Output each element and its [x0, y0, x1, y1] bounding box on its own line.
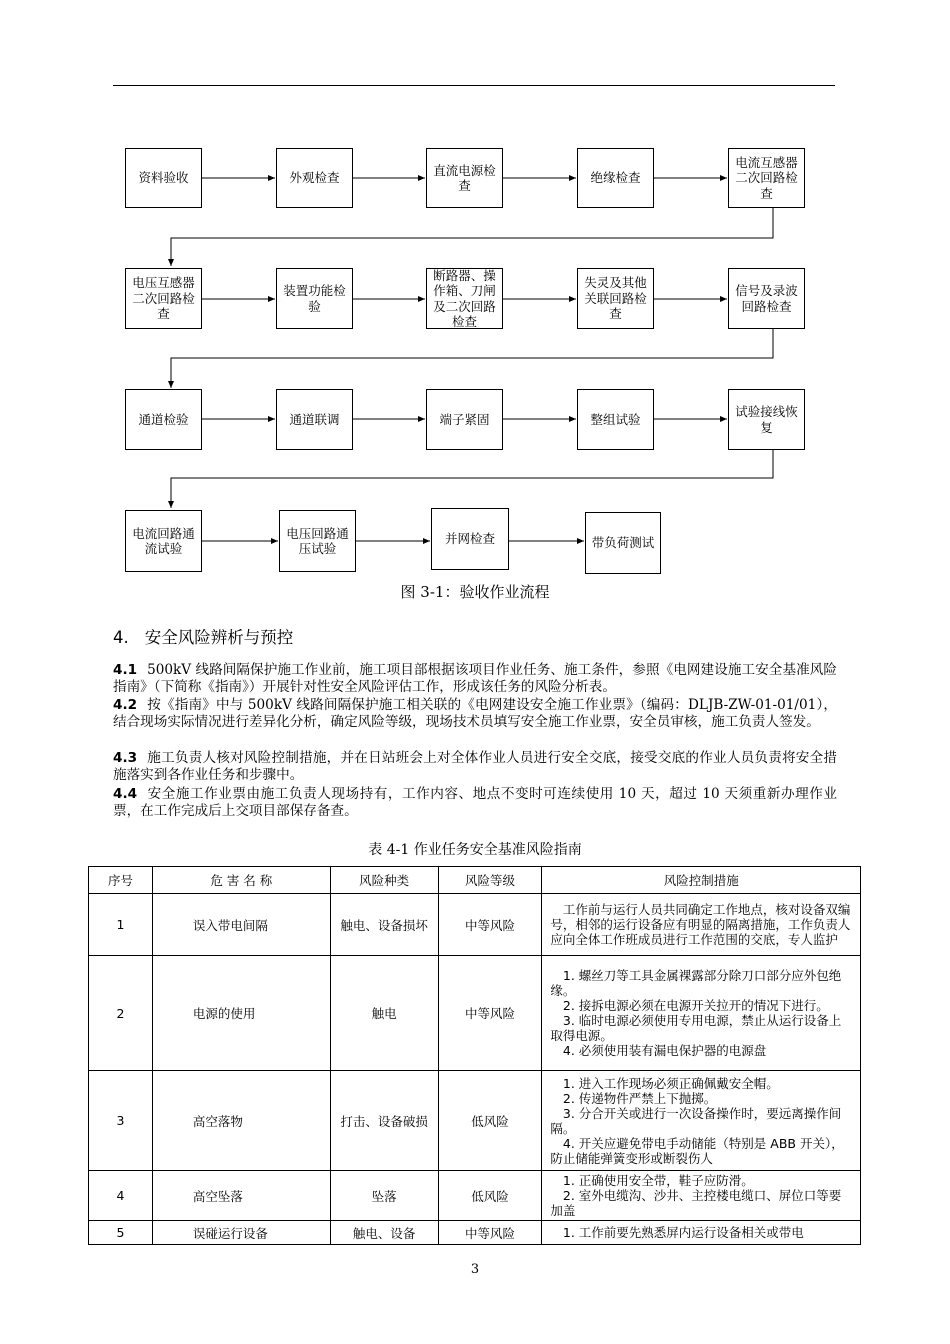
paragraph [113, 697, 837, 731]
flow-step: 电压回路通压试验 [279, 510, 356, 572]
control-measures [542, 1221, 861, 1245]
risk-type: 坠落 [330, 1171, 438, 1221]
arrow-r2-to-r3 [171, 329, 773, 388]
column-header: 危 害 名 称 [152, 867, 330, 894]
flow-step: 资料验收 [125, 148, 202, 208]
flow-step: 绝缘检查 [577, 148, 654, 208]
flow-step: 通道检验 [125, 389, 202, 450]
row-number: 2 [89, 956, 153, 1071]
measure-item: 3. 临时电源必须使用专用电源，禁止从运行设备上取得电源。 [550, 1013, 842, 1043]
flow-step: 并网检查 [431, 508, 509, 570]
control-measures [542, 1071, 861, 1171]
paragraph-text: 安全施工作业票由施工负责人现场持有，工作内容、地点不变时可连续使用 10 天，超过 10 天须重新办理作业票，在工作完成后上交项目部保存备查。 [113, 786, 837, 819]
table-row [89, 1071, 861, 1171]
flow-step: 外观检查 [276, 148, 353, 208]
section-title-text: 安全风险辨析与预控 [144, 628, 294, 647]
figure-caption: 图 3-1：验收作业流程 [400, 583, 550, 601]
control-measures [542, 894, 861, 956]
flow-step: 信号及录波回路检查 [728, 268, 805, 329]
row-number: 4 [89, 1171, 153, 1221]
table-row [89, 1171, 861, 1221]
measure-item: 2. 传递物件严禁上下抛掷。 [562, 1090, 717, 1106]
hazard-name: 高空落物 [152, 1071, 330, 1171]
row-number: 3 [89, 1071, 153, 1171]
flow-step: 通道联调 [276, 389, 353, 450]
flow-step: 电流互感器二次回路检查 [728, 148, 805, 208]
hazard-name: 电源的使用 [152, 956, 330, 1071]
table-row [89, 894, 861, 956]
flow-step: 直流电源检查 [426, 148, 503, 208]
measure-item: 4. 开关应避免带电手动储能（特别是 ABB 开关），防止储能弹簧变形或断裂伤人 [550, 1135, 844, 1166]
paragraph [113, 662, 837, 696]
measure-item: 工作前与运行人员共同确定工作地点，核对设备双编号，相邻的运行设备应有明显的隔离措施，工作负责人应向全体工作班成员进行工作范围的交底，专人监护 [550, 902, 851, 947]
paragraph-text: 500kV 线路间隔保护施工作业前，施工项目部根据该项目作业任务、施工条件，参照《电网建设施工安全基准风险指南》（下简称《指南》）开展针对性安全风险评估工作，形成该任务的风险分析表。 [113, 662, 837, 695]
risk-table [88, 866, 861, 1245]
risk-type: 打击、设备破损 [330, 1071, 438, 1171]
risk-type: 触电 [330, 956, 438, 1071]
column-header: 序号 [89, 867, 153, 894]
table-header-row [89, 867, 861, 894]
paragraph [113, 750, 837, 784]
column-header: 风险种类 [330, 867, 438, 894]
column-header: 风险等级 [438, 867, 542, 894]
paragraph-number: 4.4 [113, 786, 138, 802]
paragraph [113, 786, 837, 820]
arrow-r3-to-r4 [171, 450, 773, 508]
measure-item: 3. 分合开关或进行一次设备操作时，要远离操作间隔。 [550, 1105, 842, 1136]
flow-step: 带负荷测试 [585, 512, 661, 574]
row-number: 1 [89, 894, 153, 956]
section-heading [113, 624, 293, 648]
hazard-name: 误入带电间隔 [152, 894, 330, 956]
paragraph-number: 4.3 [113, 750, 138, 766]
table-row [89, 1221, 861, 1245]
risk-type: 触电、设备 [330, 1221, 438, 1245]
risk-level: 低风险 [438, 1071, 542, 1171]
control-measures [542, 1171, 861, 1221]
measure-item: 1. 进入工作现场必须正确佩戴安全帽。 [562, 1075, 779, 1091]
hazard-name: 高空坠落 [152, 1171, 330, 1221]
measure-item: 1. 工作前要先熟悉屏内运行设备相关或带电 [562, 1225, 804, 1240]
table-row [89, 956, 861, 1071]
measure-item: 2. 接拆电源必须在电源开关拉开的情况下进行。 [562, 998, 829, 1013]
risk-level: 中等风险 [438, 894, 542, 956]
measure-item: 2. 室外电缆沟、沙井、主控楼电缆口、屏位口等要加盖 [550, 1188, 842, 1218]
measure-item: 1. 螺丝刀等工具金属裸露部分除刀口部分应外包绝缘。 [550, 968, 842, 998]
flow-step: 装置功能检验 [276, 268, 353, 329]
risk-level: 低风险 [438, 1171, 542, 1221]
paragraph-text: 施工负责人核对风险控制措施，并在日站班会上对全体作业人员进行安全交底，接受交底的作业人员负责将安全措施落实到各作业任务和步骤中。 [113, 750, 837, 783]
measure-item: 1. 正确使用安全带，鞋子应防滑。 [562, 1173, 754, 1188]
flow-step: 失灵及其他关联回路检查 [577, 268, 654, 329]
flow-step: 试验接线恢复 [728, 389, 805, 450]
paragraph-text: 按《指南》中与 500kV 线路间隔保护施工相关联的《电网建设安全施工作业票》（编码：DLJB-ZW-01-01/01），结合现场实际情况进行差异化分析，确定风险等级，现场技术员填写安全施工作业票，安全员审核，施工负责人签发。 [113, 697, 837, 730]
column-header: 风险控制措施 [542, 867, 861, 894]
flow-step: 端子紧固 [426, 389, 503, 450]
paragraph-number: 4.2 [113, 697, 138, 713]
table-caption: 表 4-1 作业任务安全基准风险指南 [368, 842, 582, 858]
paragraph-number: 4.1 [113, 662, 138, 678]
risk-type: 触电、设备损坏 [330, 894, 438, 956]
risk-level: 中等风险 [438, 1221, 542, 1245]
section-number: 4. [113, 628, 129, 647]
row-number: 5 [89, 1221, 153, 1245]
flow-step: 电压互感器二次回路检查 [125, 268, 202, 329]
measure-item: 4. 必须使用装有漏电保护器的电源盘 [562, 1043, 767, 1058]
page-number: 3 [470, 1262, 480, 1277]
control-measures [542, 956, 861, 1071]
flow-step: 电流回路通流试验 [125, 510, 202, 572]
arrow-r1-to-r2 [171, 208, 773, 266]
flow-step: 断路器、操作箱、刀闸及二次回路检查 [426, 268, 503, 329]
hazard-name: 误碰运行设备 [152, 1221, 330, 1245]
risk-level: 中等风险 [438, 956, 542, 1071]
flow-step: 整组试验 [577, 389, 654, 450]
